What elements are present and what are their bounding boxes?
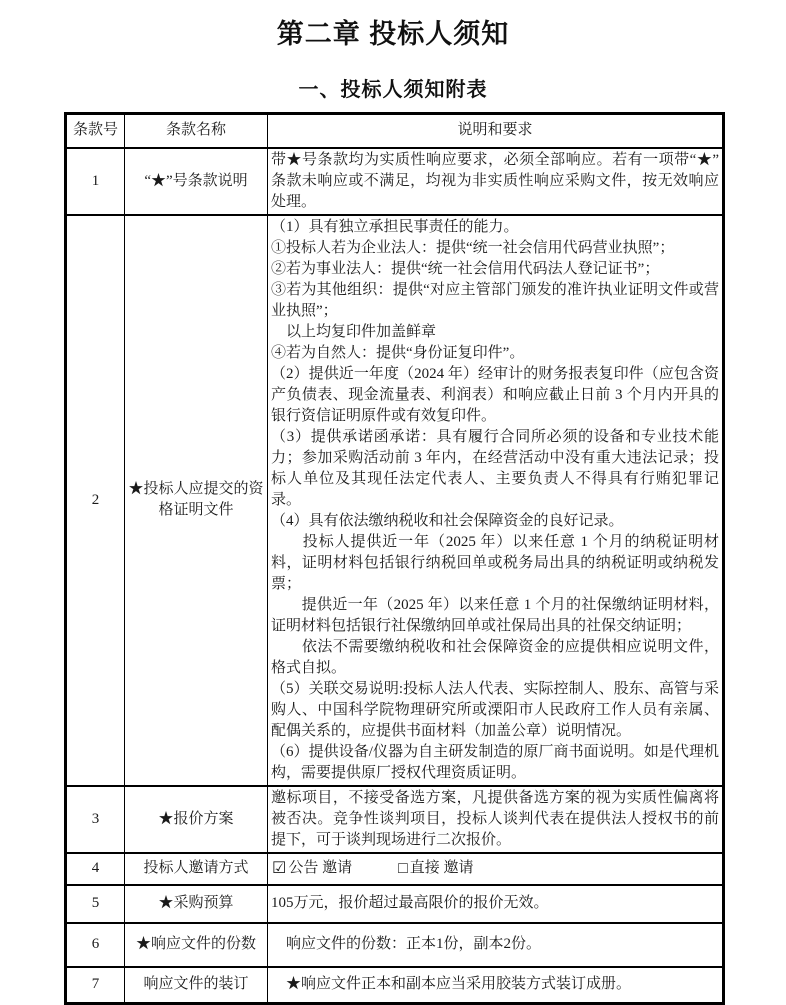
paragraph: 投标人提供近一年（2025 年）以来任意 1 个月的纳税证明材料，证明材料包括银行纳税回单或税务局出具的纳税证明或纳税发票； <box>271 533 719 592</box>
checkbox-checked-icon: ☑ <box>272 860 287 877</box>
table-header-row <box>66 114 724 148</box>
paragraph: ①投标人若为企业法人：提供“统一社会信用代码营业执照”； <box>271 239 675 256</box>
clause-description <box>268 148 724 215</box>
table-row-3 <box>66 786 724 853</box>
document-page <box>0 12 786 993</box>
chapter-title: 第二章 投标人须知 <box>276 19 510 49</box>
paragraph-list <box>271 974 719 995</box>
paragraph: （5）关联交易说明:投标人法人代表、实际控制人、股东、高管与采购人、中国科学院物理研究所或溧阳市人民政府工作人员有亲属、配偶关系的，应提供书面材料（加盖公章）说明情况。 <box>271 680 719 739</box>
header-clause-no: 条款号 <box>66 114 125 148</box>
paragraph: 提供近一年（2025 年）以来任意 1 个月的社保缴纳证明材料，证明材料包括银行社保缴纳回单或社保局出具的社保交纳证明； <box>271 596 719 634</box>
clause-no: 6 <box>66 923 125 967</box>
clause-no: 7 <box>66 967 125 1004</box>
bidder-notice-table <box>64 112 725 1005</box>
option-public-invitation <box>272 858 352 879</box>
paragraph: 响应文件的份数：正本1份，副本2份。 <box>271 936 542 952</box>
paragraph: ④若为自然人：提供“身份证复印件”。 <box>271 344 525 361</box>
paragraph-list <box>271 893 719 914</box>
paragraph: ★响应文件正本和副本应当采用胶装方式装订成册。 <box>271 976 632 993</box>
clause-name: 响应文件的装订 <box>125 967 268 1004</box>
header-clause-name: 条款名称 <box>125 114 268 148</box>
paragraph: （3）提供承诺函承诺：具有履行合同所必须的设备和专业技术能力；参加采购活动前 3 年内，在经营活动中没有重大违法记录；投标人单位及其现任法定代表人、主要负责人不得具有行贿犯罪记录。 <box>271 428 719 508</box>
paragraph: （6）提供设备/仪器为自主研发制造的原厂商书面说明。如是代理机构，需要提供原厂授权代理资质证明。 <box>271 743 719 781</box>
invitation-method-options <box>271 858 719 879</box>
clause-name: “★”号条款说明 <box>125 148 268 215</box>
clause-no: 1 <box>66 148 125 215</box>
option-label: 公告 邀请 <box>288 860 353 876</box>
clause-description <box>268 885 724 923</box>
table-row-4 <box>66 853 724 885</box>
clause-name: ★采购预算 <box>125 885 268 923</box>
clause-description <box>268 853 724 885</box>
clause-no: 2 <box>66 215 125 786</box>
paragraph: 依法不需要缴纳税收和社会保障资金的应提供相应说明文件，格式自拟。 <box>271 638 719 676</box>
paragraph-list <box>271 217 719 784</box>
clause-no: 3 <box>66 786 125 853</box>
clause-name: ★响应文件的份数 <box>125 923 268 967</box>
paragraph: （2）提供近一年度（2024 年）经审计的财务报表复印件（应包含资产负债表、现金流量表、利润表）和响应截止日前 3 个月内开具的银行资信证明原件或有效复印件。 <box>271 365 719 424</box>
table-row-7 <box>66 967 724 1004</box>
header-description: 说明和要求 <box>268 114 724 148</box>
paragraph: （1）具有独立承担民事责任的能力。 <box>271 218 519 235</box>
paragraph-list <box>271 788 719 851</box>
option-label: 直接 邀请 <box>409 860 474 876</box>
option-direct-invitation <box>398 858 473 879</box>
paragraph: ③若为其他组织：提供“对应主管部门颁发的准许执业证明文件或营业执照”； <box>271 281 719 319</box>
clause-name: ★报价方案 <box>125 786 268 853</box>
paragraph: 以上均复印件加盖鲜章 <box>271 323 437 340</box>
paragraph: 邀标项目，不接受备选方案，凡提供备选方案的视为实质性偏离将被否决。竞争性谈判项目，投标人谈判代表在提供法人授权书的前提下，可于谈判现场进行二次报价。 <box>271 789 719 848</box>
table-row-5 <box>66 885 724 923</box>
paragraph: 带★号条款均为实质性响应要求，必须全部响应。若有一项带“★”条款未响应或不满足，均视为非实质性响应采购文件，按无效响应处理。 <box>271 151 719 210</box>
clause-name: ★投标人应提交的资格证明文件 <box>125 215 268 786</box>
paragraph: （4）具有依法缴纳税收和社会保障资金的良好记录。 <box>271 512 624 529</box>
clause-description <box>268 215 724 786</box>
clause-no: 5 <box>66 885 125 923</box>
clause-description <box>268 786 724 853</box>
paragraph: ②若为事业法人：提供“统一社会信用代码法人登记证书”； <box>271 260 660 277</box>
table-row-1 <box>66 148 724 215</box>
clause-description <box>268 967 724 1004</box>
clause-name: 投标人邀请方式 <box>125 853 268 885</box>
paragraph-list <box>271 150 719 213</box>
table-row-2 <box>66 215 724 786</box>
clause-no: 4 <box>66 853 125 885</box>
section-subtitle: 一、投标人须知附表 <box>298 79 488 101</box>
checkbox-unchecked-icon: □ <box>398 860 408 877</box>
paragraph: 105万元，报价超过最高限价的报价无效。 <box>271 895 549 911</box>
